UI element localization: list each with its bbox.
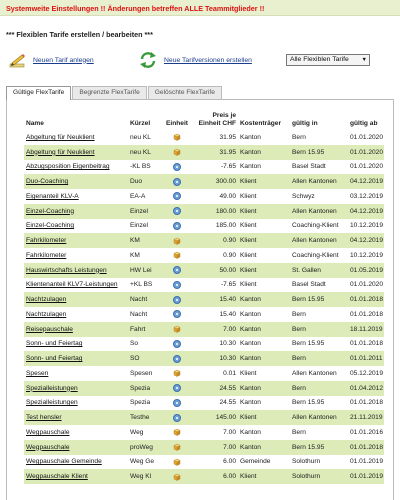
table-row[interactable] bbox=[24, 174, 384, 189]
cell-kuerzel: Spezia bbox=[128, 381, 162, 396]
cell-gueltig-ab: 01.01.2020 bbox=[348, 145, 384, 160]
cell-gueltig-ab: 01.01.2018 bbox=[348, 440, 384, 455]
cell-kuerzel: Weg bbox=[130, 428, 144, 436]
cell-gueltig-ab: 01.01.2019 bbox=[350, 458, 384, 466]
col-header-kuerzel[interactable]: Kürzel bbox=[130, 120, 151, 127]
cell-kuerzel: Nacht bbox=[128, 292, 162, 307]
cell-name[interactable] bbox=[24, 337, 128, 352]
cell-gueltig-in: Bern 15.95 bbox=[290, 440, 348, 455]
cell-kuerzel: KM bbox=[128, 233, 162, 248]
cell-kostentraeger: Kanton bbox=[238, 381, 290, 396]
warning-text: Systemweite Einstellungen !! Änderungen betreffen ALLE Teammitglieder !! bbox=[6, 4, 265, 13]
table-row[interactable] bbox=[24, 425, 384, 440]
table-header-row bbox=[24, 112, 384, 130]
dropdown-caret-icon: ▼ bbox=[361, 57, 367, 63]
cell-name[interactable] bbox=[24, 425, 128, 440]
cell-gueltig-in: Allen Kantonen bbox=[290, 204, 348, 219]
table-row[interactable] bbox=[24, 307, 384, 322]
col-header-name[interactable]: Name bbox=[26, 120, 44, 127]
section-title: *** Flexiblen Tarife erstellen / bearbeiten *** bbox=[6, 30, 153, 39]
cell-kuerzel: +KL BS bbox=[130, 281, 153, 289]
package-icon bbox=[173, 237, 181, 245]
cell-name[interactable] bbox=[24, 455, 128, 470]
tariff-name-link[interactable]: Hauswirtschafts Leistungen bbox=[26, 266, 107, 274]
cell-gueltig-ab: 01.01.2018 bbox=[350, 340, 384, 348]
pencil-icon bbox=[9, 53, 27, 68]
cell-gueltig-in: Bern 15.95 bbox=[292, 399, 325, 407]
cell-gueltig-ab: 01.01.2020 bbox=[350, 163, 384, 171]
cell-kuerzel: KM bbox=[130, 251, 140, 259]
cell-kuerzel: Nacht bbox=[130, 310, 148, 318]
cell-name[interactable] bbox=[24, 145, 128, 160]
cell-einheit bbox=[162, 189, 192, 204]
cell-preis: 15.40 bbox=[219, 310, 236, 318]
cell-kostentraeger: Klient bbox=[238, 410, 290, 425]
cell-preis: 185.00 bbox=[215, 222, 236, 230]
cell-einheit bbox=[162, 248, 192, 263]
cell-kostentraeger: Klient bbox=[238, 233, 290, 248]
cell-name[interactable] bbox=[24, 440, 128, 455]
cell-preis: 15.40 bbox=[192, 292, 238, 307]
cell-gueltig-in: Bern bbox=[290, 322, 348, 337]
col-header-gueltig-ab[interactable]: gültig ab bbox=[350, 120, 378, 127]
cell-gueltig-ab: 01.05.2019 bbox=[348, 263, 384, 278]
cell-gueltig-ab: 04.12.2019 bbox=[348, 204, 384, 219]
cell-einheit bbox=[162, 396, 192, 411]
package-icon bbox=[173, 458, 181, 466]
cell-name[interactable] bbox=[24, 204, 128, 219]
clock-icon bbox=[173, 222, 181, 230]
col-header-gueltig-in[interactable]: gültig in bbox=[292, 120, 318, 127]
cell-einheit bbox=[162, 130, 192, 145]
table-row[interactable] bbox=[24, 322, 384, 337]
cell-preis: 0.90 bbox=[223, 251, 236, 259]
new-tariff-link[interactable]: Neuen Tarif anlegen bbox=[33, 56, 94, 64]
cell-preis: 0.90 bbox=[192, 233, 238, 248]
cell-kuerzel: So bbox=[130, 340, 139, 348]
cell-preis: 180.00 bbox=[192, 204, 238, 219]
cell-preis: 7.00 bbox=[223, 428, 236, 436]
cell-name[interactable] bbox=[24, 174, 128, 189]
new-tariff-action[interactable] bbox=[9, 50, 94, 70]
cell-gueltig-in: Allen Kantonen bbox=[290, 174, 348, 189]
cell-gueltig-in: Schwyz bbox=[292, 192, 315, 200]
clock-icon bbox=[173, 355, 181, 363]
cell-name[interactable] bbox=[24, 248, 128, 263]
package-icon bbox=[173, 148, 181, 156]
package-icon bbox=[173, 473, 181, 481]
tariff-name-link[interactable]: Wegpauschale bbox=[26, 428, 70, 436]
cell-kostentraeger: Kanton bbox=[240, 133, 261, 141]
table-row[interactable] bbox=[24, 204, 384, 219]
cell-name[interactable] bbox=[24, 189, 128, 204]
table-row[interactable] bbox=[24, 455, 384, 470]
tariff-name-link[interactable]: Nachtzulagen bbox=[26, 310, 67, 318]
tariff-name-link[interactable]: Spezialleistungen bbox=[26, 399, 78, 407]
cell-name[interactable] bbox=[24, 351, 128, 366]
cell-gueltig-ab: 01.01.2020 bbox=[350, 281, 384, 289]
cell-einheit bbox=[162, 292, 192, 307]
cell-gueltig-ab: 01.01.2011 bbox=[348, 351, 384, 366]
new-versions-link[interactable]: Neue Tarifversionen erstellen bbox=[164, 56, 252, 64]
table-row[interactable] bbox=[24, 381, 384, 396]
cell-gueltig-ab: 18.11.2019 bbox=[348, 322, 384, 337]
clock-icon bbox=[173, 266, 181, 274]
cell-preis: 31.95 bbox=[219, 133, 236, 141]
cell-gueltig-in: Coaching-Klient bbox=[292, 222, 339, 230]
cell-preis: 10.30 bbox=[219, 340, 236, 348]
table-row[interactable] bbox=[24, 145, 384, 160]
cell-name[interactable] bbox=[24, 233, 128, 248]
package-icon bbox=[173, 443, 181, 451]
cell-gueltig-in: Allen Kantonen bbox=[290, 410, 348, 425]
tariff-name-link[interactable]: Abzugsposition Eigenbeitrag bbox=[26, 163, 110, 171]
tariff-tabs bbox=[6, 86, 223, 99]
cell-einheit bbox=[162, 366, 192, 381]
cell-kuerzel: Testhe bbox=[128, 410, 162, 425]
cell-kuerzel: Spezia bbox=[130, 399, 151, 407]
cell-kostentraeger: Kanton bbox=[240, 428, 261, 436]
tariff-filter-select[interactable] bbox=[286, 54, 370, 66]
new-versions-action[interactable] bbox=[138, 50, 252, 70]
cell-kostentraeger: Kanton bbox=[240, 163, 261, 171]
cell-einheit bbox=[162, 337, 192, 352]
cell-name[interactable] bbox=[24, 396, 128, 411]
tariffs-table bbox=[24, 112, 384, 484]
cell-preis: 0.01 bbox=[223, 369, 236, 377]
cell-kuerzel: Duo bbox=[128, 174, 162, 189]
tariff-name-link[interactable]: Abgeltung für Neuklient bbox=[26, 148, 95, 156]
cell-gueltig-in: Bern bbox=[292, 428, 306, 436]
table-row[interactable] bbox=[24, 263, 384, 278]
cell-kostentraeger: Klient bbox=[238, 204, 290, 219]
col-header-einheit[interactable]: Einheit bbox=[166, 120, 188, 127]
cell-gueltig-in: Bern 15.95 bbox=[290, 292, 348, 307]
cell-gueltig-ab: 10.12.2019 bbox=[350, 222, 384, 230]
cell-kostentraeger: Kanton bbox=[238, 351, 290, 366]
cell-gueltig-in: Bern bbox=[290, 351, 348, 366]
tariff-name-link[interactable]: Wegpauschale Klient bbox=[26, 473, 88, 481]
cell-gueltig-in: Allen Kantonen bbox=[290, 233, 348, 248]
cell-gueltig-in: Basel Stadt bbox=[292, 281, 326, 289]
col-header-kostentraeger[interactable]: Kostenträger bbox=[240, 120, 282, 127]
cell-preis: 145.00 bbox=[192, 410, 238, 425]
tariff-name-link[interactable]: Test hensler bbox=[26, 414, 62, 422]
cell-einheit bbox=[162, 174, 192, 189]
cell-gueltig-ab: 03.12.2019 bbox=[350, 192, 384, 200]
cell-gueltig-ab: 01.01.2018 bbox=[350, 399, 384, 407]
cell-kostentraeger: Klient bbox=[240, 192, 257, 200]
cell-gueltig-in: Bern bbox=[292, 133, 306, 141]
cell-gueltig-in: St. Gallen bbox=[290, 263, 348, 278]
clock-icon bbox=[173, 384, 181, 392]
cell-kuerzel: -KL BS bbox=[130, 163, 151, 171]
cell-einheit bbox=[162, 145, 192, 160]
cell-kuerzel: neu KL bbox=[128, 145, 162, 160]
table-row[interactable] bbox=[24, 366, 384, 381]
clock-icon bbox=[173, 207, 181, 215]
cell-kuerzel: SO bbox=[128, 351, 162, 366]
cell-gueltig-in: Bern 15.95 bbox=[292, 340, 325, 348]
cell-kuerzel: Weg Kl bbox=[128, 469, 162, 484]
refresh-icon bbox=[138, 50, 158, 70]
tariff-name-link[interactable]: Spesen bbox=[26, 369, 49, 377]
clock-icon bbox=[173, 163, 181, 171]
cell-kostentraeger: Klient bbox=[238, 174, 290, 189]
cell-preis: 24.55 bbox=[219, 399, 236, 407]
table-row[interactable] bbox=[24, 233, 384, 248]
cell-preis: 49.00 bbox=[219, 192, 236, 200]
cell-gueltig-ab: 05.12.2019 bbox=[350, 369, 384, 377]
cell-name[interactable] bbox=[24, 263, 128, 278]
table-row[interactable] bbox=[24, 469, 384, 484]
cell-name[interactable] bbox=[24, 410, 128, 425]
table-row[interactable] bbox=[24, 160, 384, 175]
cell-gueltig-in: Basel Stadt bbox=[292, 163, 326, 171]
table-row[interactable] bbox=[24, 440, 384, 455]
tariff-name-link[interactable]: Einzel-Coaching bbox=[26, 207, 75, 215]
col-header-preis[interactable]: Preis je Einheit CHF bbox=[198, 112, 236, 127]
cell-einheit bbox=[162, 455, 192, 470]
cell-gueltig-in: Bern 15.95 bbox=[290, 145, 348, 160]
cell-kostentraeger: Klient bbox=[238, 469, 290, 484]
clock-icon bbox=[173, 414, 181, 422]
filter-selected-value: Alle Flexiblen Tarife bbox=[290, 56, 349, 63]
cell-einheit bbox=[162, 278, 192, 293]
cell-gueltig-in: Solothurn bbox=[290, 469, 348, 484]
table-row[interactable] bbox=[24, 410, 384, 425]
cell-gueltig-ab: 01.01.2019 bbox=[348, 469, 384, 484]
cell-kostentraeger: Klient bbox=[238, 263, 290, 278]
cell-kostentraeger: Kanton bbox=[238, 292, 290, 307]
cell-preis: 10.30 bbox=[192, 351, 238, 366]
cell-preis: -7.65 bbox=[220, 163, 236, 171]
table-row[interactable] bbox=[24, 292, 384, 307]
cell-kostentraeger: Kanton bbox=[240, 340, 261, 348]
cell-gueltig-ab: 21.11.2019 bbox=[348, 410, 384, 425]
cell-kostentraeger: Klient bbox=[240, 251, 257, 259]
cell-einheit bbox=[162, 469, 192, 484]
tariff-name-link[interactable]: Fahrkilometer bbox=[26, 237, 67, 245]
cell-gueltig-ab: 01.04.2012 bbox=[348, 381, 384, 396]
table-row[interactable] bbox=[24, 396, 384, 411]
clock-icon bbox=[173, 399, 181, 407]
cell-preis: 300.00 bbox=[192, 174, 238, 189]
clock-icon bbox=[173, 178, 181, 186]
cell-name[interactable] bbox=[24, 278, 128, 293]
cell-einheit bbox=[162, 263, 192, 278]
package-icon bbox=[173, 428, 181, 436]
cell-kostentraeger: Klient bbox=[240, 369, 257, 377]
cell-einheit bbox=[162, 160, 192, 175]
cell-preis: 24.55 bbox=[192, 381, 238, 396]
cell-preis: 31.95 bbox=[192, 145, 238, 160]
package-icon bbox=[173, 325, 181, 333]
cell-kuerzel: Einzel bbox=[128, 204, 162, 219]
cell-einheit bbox=[162, 219, 192, 234]
cell-preis: 50.00 bbox=[192, 263, 238, 278]
table-row[interactable] bbox=[24, 351, 384, 366]
cell-kostentraeger: Klient bbox=[240, 222, 257, 230]
cell-gueltig-ab: 04.12.2019 bbox=[348, 233, 384, 248]
cell-name[interactable] bbox=[24, 160, 128, 175]
cell-gueltig-ab: 10.12.2019 bbox=[350, 251, 384, 259]
cell-name[interactable] bbox=[24, 219, 128, 234]
cell-gueltig-ab: 01.01.2018 bbox=[348, 292, 384, 307]
cell-name[interactable] bbox=[24, 130, 128, 145]
cell-einheit bbox=[162, 381, 192, 396]
tariff-name-link[interactable]: Wegpauschale bbox=[26, 443, 70, 451]
cell-kostentraeger: Kanton bbox=[240, 310, 261, 318]
cell-kuerzel: EA-A bbox=[130, 192, 146, 200]
warning-bar bbox=[0, 0, 400, 16]
cell-kuerzel: neu KL bbox=[130, 133, 151, 141]
cell-name[interactable] bbox=[24, 381, 128, 396]
table-row[interactable] bbox=[24, 189, 384, 204]
table-row[interactable] bbox=[24, 248, 384, 263]
clock-icon bbox=[173, 340, 181, 348]
clock-icon bbox=[173, 281, 181, 289]
cell-einheit bbox=[162, 204, 192, 219]
cell-kostentraeger: Klient bbox=[240, 281, 257, 289]
tariff-name-link[interactable]: Fahrkilometer bbox=[26, 251, 67, 259]
cell-einheit bbox=[162, 425, 192, 440]
cell-einheit bbox=[162, 233, 192, 248]
tariff-name-link[interactable]: Klientenanteil KLV7-Leistungen bbox=[26, 281, 118, 289]
cell-gueltig-in: Solothurn bbox=[292, 458, 321, 466]
package-icon bbox=[173, 133, 181, 141]
cell-name[interactable] bbox=[24, 322, 128, 337]
cell-einheit bbox=[162, 307, 192, 322]
cell-name[interactable] bbox=[24, 307, 128, 322]
tariff-name-link[interactable]: Sonn- und Feiertag bbox=[26, 355, 83, 363]
cell-einheit bbox=[162, 322, 192, 337]
cell-preis: 7.00 bbox=[192, 440, 238, 455]
cell-gueltig-ab: 01.01.2018 bbox=[350, 310, 384, 318]
tariff-name-link[interactable]: Sonn- und Feiertag bbox=[26, 340, 83, 348]
clock-icon bbox=[173, 192, 181, 200]
cell-kuerzel: HW Lei bbox=[128, 263, 162, 278]
tab-deleted-tariffs[interactable]: Gelöschte FlexTarife bbox=[148, 86, 222, 99]
tariff-name-link[interactable]: Spezialleistungen bbox=[26, 384, 78, 392]
cell-gueltig-ab: 01.01.2016 bbox=[350, 428, 384, 436]
cell-einheit bbox=[162, 410, 192, 425]
cell-gueltig-in: Bern bbox=[290, 381, 348, 396]
tariff-name-link[interactable]: Nachtzulagen bbox=[26, 296, 67, 304]
cell-preis: 6.00 bbox=[223, 458, 236, 466]
cell-kostentraeger: Gemeinde bbox=[240, 458, 271, 466]
cell-gueltig-in: Bern bbox=[292, 310, 306, 318]
tariff-name-link[interactable]: Duo-Coaching bbox=[26, 178, 69, 186]
cell-gueltig-in: Coaching-Klient bbox=[292, 251, 339, 259]
package-icon bbox=[173, 251, 181, 259]
cell-einheit bbox=[162, 440, 192, 455]
cell-name[interactable] bbox=[24, 292, 128, 307]
cell-kuerzel: Spesen bbox=[130, 369, 153, 377]
cell-kostentraeger: Kanton bbox=[238, 145, 290, 160]
cell-gueltig-in: Allen Kantonen bbox=[292, 369, 337, 377]
tariff-name-link[interactable]: Reisepauschale bbox=[26, 325, 73, 333]
cell-gueltig-ab: 01.01.2020 bbox=[350, 133, 384, 141]
cell-name[interactable] bbox=[24, 469, 128, 484]
cell-gueltig-ab: 04.12.2019 bbox=[348, 174, 384, 189]
cell-einheit bbox=[162, 351, 192, 366]
cell-kostentraeger: Kanton bbox=[240, 399, 261, 407]
table-row[interactable] bbox=[24, 219, 384, 234]
cell-preis: 6.00 bbox=[192, 469, 238, 484]
tab-valid-tariffs[interactable]: Gültige FlexTarife bbox=[6, 86, 71, 100]
tariff-name-link[interactable]: Einzel-Coaching bbox=[26, 222, 75, 230]
package-icon bbox=[173, 369, 181, 377]
cell-preis: 7.00 bbox=[192, 322, 238, 337]
cell-kuerzel: Einzel bbox=[130, 222, 148, 230]
tariff-name-link[interactable]: Eigenanteil KLV-A bbox=[26, 192, 79, 200]
cell-kostentraeger: Kanton bbox=[238, 322, 290, 337]
clock-icon bbox=[173, 296, 181, 304]
table-row[interactable] bbox=[24, 337, 384, 352]
cell-kuerzel: proWeg bbox=[128, 440, 162, 455]
cell-kostentraeger: Kanton bbox=[238, 440, 290, 455]
table-row[interactable] bbox=[24, 130, 384, 145]
cell-kuerzel: Fahrt bbox=[128, 322, 162, 337]
tariff-name-link[interactable]: Wegpauschale Gemeinde bbox=[26, 458, 102, 466]
cell-preis: -7.65 bbox=[220, 281, 236, 289]
clock-icon bbox=[173, 310, 181, 318]
cell-name[interactable] bbox=[24, 366, 128, 381]
tariff-name-link[interactable]: Abgeltung für Neuklient bbox=[26, 133, 95, 141]
table-row[interactable] bbox=[24, 278, 384, 293]
tab-limited-tariffs[interactable]: Begrenzte FlexTarife bbox=[72, 86, 146, 99]
cell-kuerzel: Weg Ge bbox=[130, 458, 155, 466]
